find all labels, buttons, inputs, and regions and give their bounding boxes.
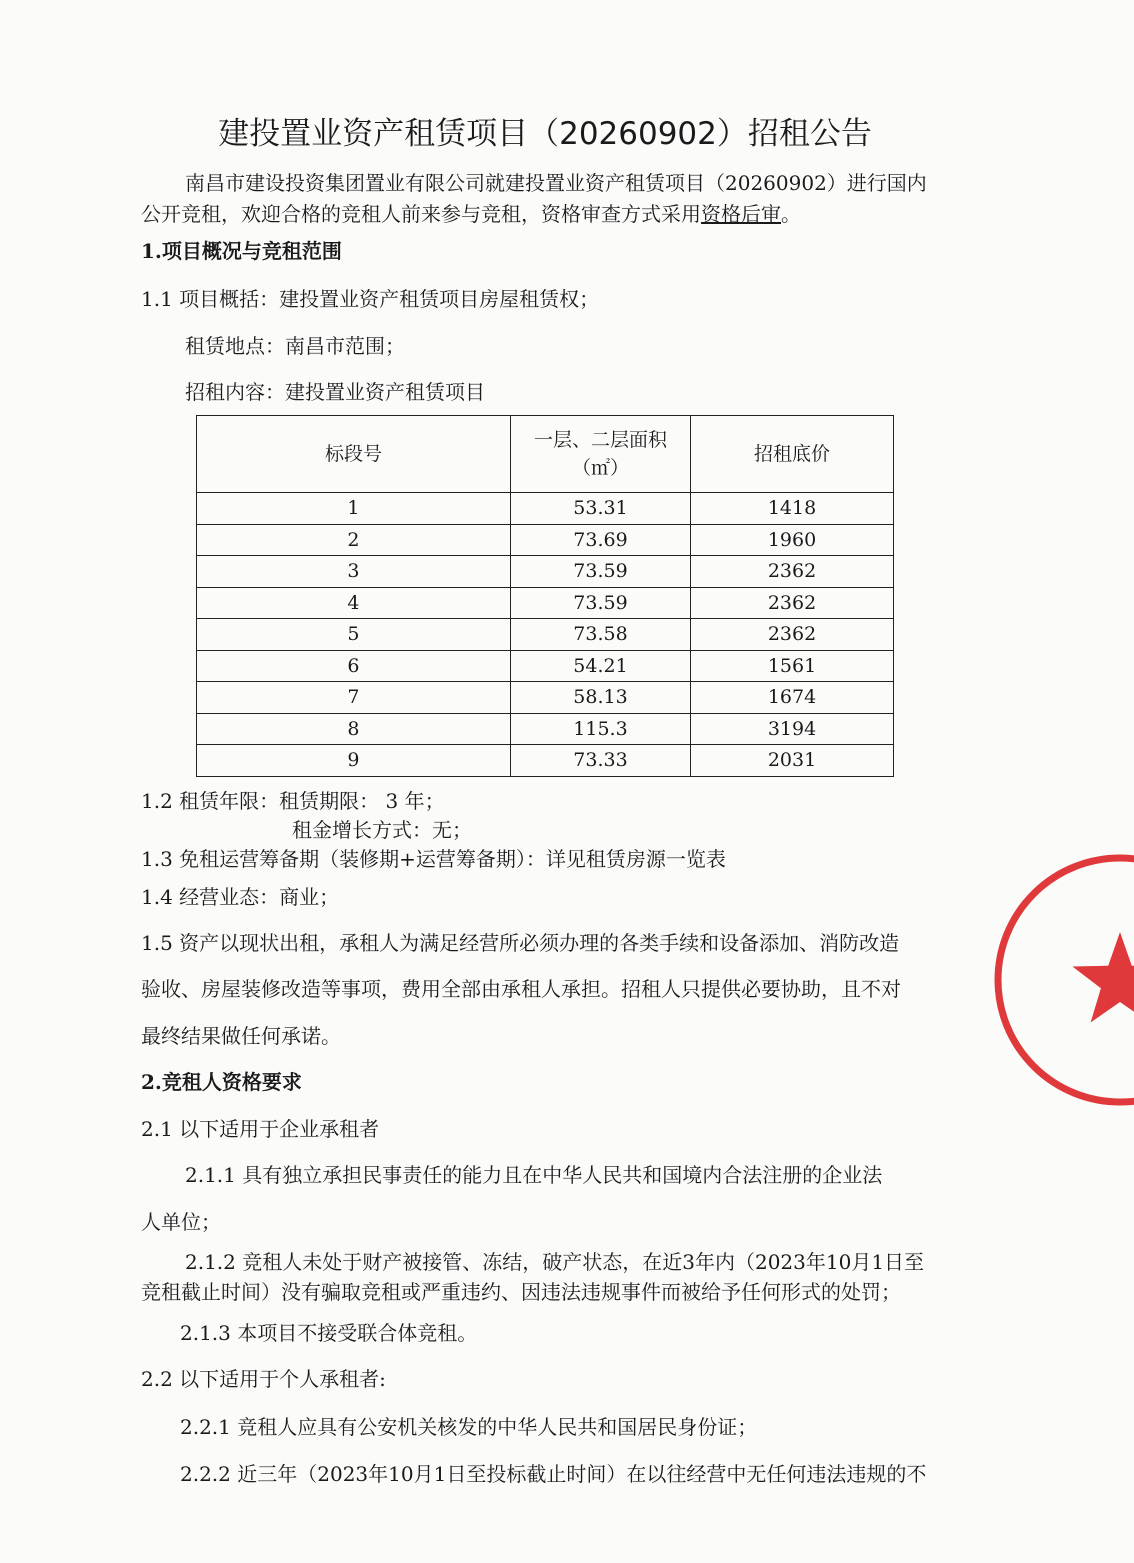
- rent-growth-method: 租金增长方式：无；: [292, 818, 472, 842]
- item-2-1-1-line-2: 人单位；: [141, 1210, 221, 1234]
- intro-line-1: 南昌市建设投资集团置业有限公司就建投置业资产租赁项目（20260902）进行国内: [185, 171, 927, 195]
- table-row: [197, 493, 894, 525]
- item-2-1-1-line-1: 2.1.1 具有独立承担民事责任的能力且在中华人民共和国境内合法注册的企业法: [185, 1163, 883, 1187]
- item-1-5-line-1: 1.5 资产以现状出租，承租人为满足经营所必须办理的各类手续和设备添加、消防改造: [141, 931, 900, 955]
- header-reserve-price: 招租底价: [691, 416, 894, 493]
- cell-section-no: 3: [197, 556, 511, 588]
- cell-area: 73.59: [510, 587, 690, 619]
- table-row: [197, 745, 894, 777]
- cell-section-no: 5: [197, 619, 511, 651]
- section-1-heading: 1.项目概况与竞租范围: [141, 239, 342, 263]
- cell-price: 1674: [691, 682, 894, 714]
- table-row: [197, 650, 894, 682]
- bid-section-table: [196, 415, 894, 777]
- cell-price: 2362: [691, 619, 894, 651]
- header-area-unit: （㎡）: [571, 457, 629, 479]
- table-row: [197, 682, 894, 714]
- item-1-3: 1.3 免租运营筹备期（装修期+运营筹备期）：详见租赁房源一览表: [141, 847, 726, 871]
- item-2-1-3: 2.1.3 本项目不接受联合体竞租。: [180, 1321, 478, 1345]
- item-2-1-2-line-1: 2.1.2 竞租人未处于财产被接管、冻结，破产状态，在近3年内（2023年10月1日至: [185, 1250, 925, 1274]
- company-seal-stamp: [990, 850, 1134, 1110]
- cell-area: 115.3: [510, 713, 690, 745]
- intro-period: 。: [781, 202, 801, 226]
- item-2-2-1: 2.2.1 竞租人应具有公安机关核发的中华人民共和国居民身份证；: [180, 1415, 758, 1439]
- seal-star-icon: [1072, 932, 1134, 1023]
- cell-area: 73.58: [510, 619, 690, 651]
- item-2-1-2-line-2: 竞租截止时间）没有骗取竞租或严重违约、因违法违规事件而被给予任何形式的处罚；: [141, 1280, 901, 1304]
- cell-area: 73.33: [510, 745, 690, 777]
- cell-price: 2362: [691, 556, 894, 588]
- header-area: [510, 416, 690, 493]
- table-header-row: [197, 416, 894, 493]
- item-1-5-line-3: 最终结果做任何承诺。: [141, 1024, 341, 1048]
- cell-price: 3194: [691, 713, 894, 745]
- cell-section-no: 7: [197, 682, 511, 714]
- item-1-5-line-2: 验收、房屋装修改造等事项，费用全部由承租人承担。招租人只提供必要协助，且不对: [141, 977, 901, 1001]
- cell-price: 2362: [691, 587, 894, 619]
- cell-price: 2031: [691, 745, 894, 777]
- cell-area: 53.31: [510, 493, 690, 525]
- cell-area: 58.13: [510, 682, 690, 714]
- cell-price: 1418: [691, 493, 894, 525]
- item-2-1: 2.1 以下适用于企业承租者: [141, 1117, 380, 1141]
- cell-section-no: 4: [197, 587, 511, 619]
- cell-price: 1960: [691, 524, 894, 556]
- header-section-no: 标段号: [197, 416, 511, 493]
- cell-area: 54.21: [510, 650, 690, 682]
- cell-area: 73.69: [510, 524, 690, 556]
- item-1-2: 1.2 租赁年限：租赁期限： 3 年；: [141, 789, 445, 813]
- cell-section-no: 2: [197, 524, 511, 556]
- section-2-heading: 2.竞租人资格要求: [141, 1070, 302, 1094]
- table-row: [197, 713, 894, 745]
- cell-area: 73.59: [510, 556, 690, 588]
- cell-section-no: 8: [197, 713, 511, 745]
- rental-location: 租赁地点：南昌市范围；: [185, 334, 405, 358]
- cell-section-no: 1: [197, 493, 511, 525]
- page-title: 建投置业资产租赁项目（20260902）招租公告: [218, 116, 872, 152]
- cell-section-no: 6: [197, 650, 511, 682]
- item-1-4: 1.4 经营业态：商业；: [141, 885, 340, 909]
- qualification-method: 资格后审: [701, 202, 781, 226]
- item-2-2: 2.2 以下适用于个人承租者:: [141, 1367, 386, 1391]
- cell-section-no: 9: [197, 745, 511, 777]
- cell-price: 1561: [691, 650, 894, 682]
- item-1-1: 1.1 项目概括：建投置业资产租赁项目房屋租赁权；: [141, 287, 600, 311]
- intro-line-2: [141, 201, 801, 227]
- item-2-2-2: 2.2.2 近三年（2023年10月1日至投标截止时间）在以往经营中无任何违法违规的不: [180, 1462, 927, 1486]
- rental-content: 招租内容：建投置业资产租赁项目: [185, 380, 485, 404]
- header-area-label: 一层、二层面积: [533, 429, 667, 451]
- table-row: [197, 587, 894, 619]
- intro-text: 公开竞租，欢迎合格的竞租人前来参与竞租，资格审查方式采用: [141, 202, 701, 226]
- table-row: [197, 524, 894, 556]
- table-row: [197, 556, 894, 588]
- table-row: [197, 619, 894, 651]
